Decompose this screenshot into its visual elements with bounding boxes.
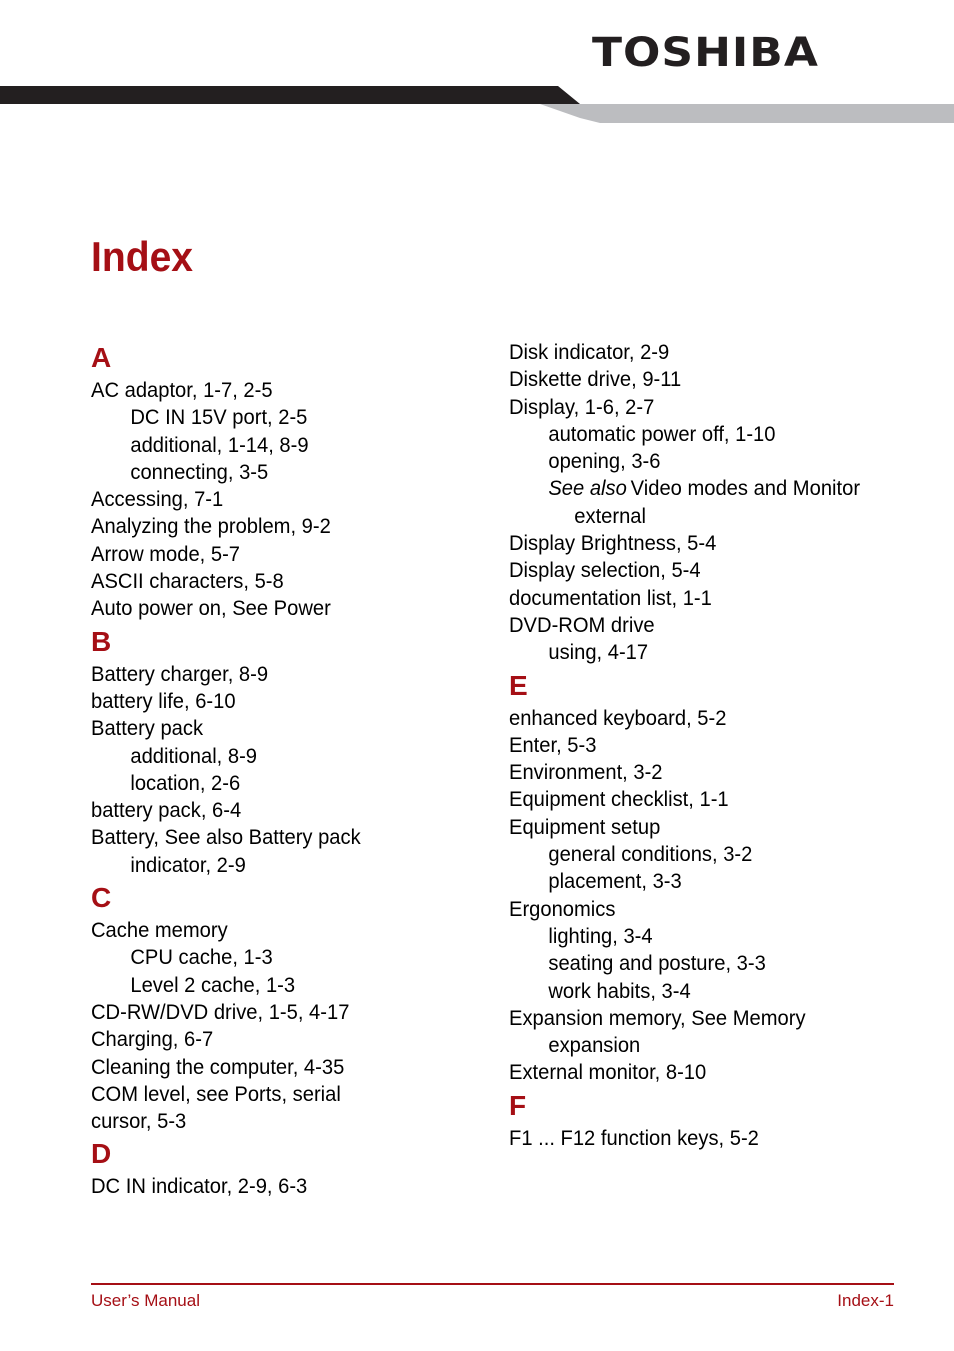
index-entry: using, 4-17: [548, 641, 649, 665]
index-entry: additional, 1-14, 8-9: [130, 433, 309, 457]
index-entry: F1 ... F12 function keys, 5-2: [509, 1126, 759, 1150]
index-entry: Enter, 5-3: [509, 733, 597, 757]
index-entry: documentation list, 1-1: [509, 586, 712, 610]
index-section: [91, 623, 471, 879]
header-band-light: [540, 104, 954, 123]
index-entry: indicator, 2-9: [130, 853, 246, 877]
index-section: [509, 667, 929, 1087]
index-entry: connecting, 3-5: [130, 460, 269, 484]
index-entry: AC adaptor, 1-7, 2-5: [91, 379, 273, 402]
index-entry: Battery, See also Battery pack: [91, 826, 361, 850]
index-entry: Analyzing the problem, 9-2: [91, 515, 331, 539]
index-entry: Cleaning the computer, 4-35: [91, 1055, 345, 1079]
index-section: [509, 339, 929, 667]
index-section: [91, 339, 471, 623]
index-entry: expansion: [548, 1034, 641, 1058]
index-entry: Charging, 6-7: [91, 1028, 214, 1052]
see-also-label: See also: [548, 477, 627, 501]
index-entry: automatic power off, 1-10: [548, 422, 776, 446]
index-entry: CD-RW/DVD drive, 1-5, 4-17: [91, 1000, 350, 1024]
index-entry: ASCII characters, 5-8: [91, 570, 284, 594]
index-entry: external: [574, 504, 647, 528]
index-entry: DC IN indicator, 2-9, 6-3: [91, 1175, 308, 1199]
section-letter: B: [91, 625, 112, 657]
section-letter: F: [509, 1089, 527, 1121]
index-section: [91, 879, 471, 1135]
index-entry: lighting, 3-4: [548, 924, 653, 948]
index-entry: Arrow mode, 5-7: [91, 542, 241, 566]
footer-manual-title: User’s Manual: [91, 1291, 200, 1310]
index-entry: Equipment setup: [509, 815, 661, 839]
index-entry: seating and posture, 3-3: [548, 952, 766, 976]
index-entry: general conditions, 3-2: [548, 843, 753, 867]
index-entry: additional, 8-9: [130, 744, 258, 768]
index-entry: Cache memory: [91, 919, 228, 943]
index-entry: CPU cache, 1-3: [130, 946, 273, 970]
index-entry: location, 2-6: [130, 771, 241, 795]
index-section: [91, 1135, 471, 1200]
index-entry: battery pack, 6-4: [91, 799, 242, 823]
index-entry: [509, 475, 912, 502]
index-entry: DC IN 15V port, 2-5: [130, 406, 308, 430]
index-entry: Display, 1-6, 2-7: [509, 395, 655, 419]
index-section: [509, 1087, 929, 1152]
toshiba-logo: TOSHIBA: [592, 29, 819, 77]
footer-page-number: Index-1: [837, 1291, 894, 1310]
footer-rule: [91, 1283, 894, 1285]
index-entry: Accessing, 7-1: [91, 488, 224, 512]
index-entry: placement, 3-3: [548, 870, 682, 894]
index-entry: Ergonomics: [509, 897, 616, 921]
index-entry: Battery pack: [91, 717, 204, 741]
index-entry: Diskette drive, 9-11: [509, 368, 682, 392]
section-letter: D: [91, 1138, 112, 1170]
index-entry: cursor, 5-3: [91, 1110, 187, 1134]
index-entry: Display selection, 5-4: [509, 559, 701, 583]
page-title: Index: [91, 233, 194, 280]
section-letter: E: [509, 669, 528, 701]
index-entry: Auto power on, See Power: [91, 597, 331, 621]
index-entry: Battery charger, 8-9: [91, 662, 269, 686]
header-band-dark: [0, 86, 580, 104]
index-entry: opening, 3-6: [548, 450, 661, 474]
index-entry: Level 2 cache, 1-3: [130, 973, 296, 997]
index-entry: enhanced keyboard, 5-2: [509, 706, 727, 730]
section-letter: C: [91, 882, 112, 914]
header-band: [0, 84, 954, 126]
index-entry: battery life, 6-10: [91, 689, 236, 713]
index-entry: Disk indicator, 2-9: [509, 341, 670, 364]
index-entry-text: Video modes and Monitor: [630, 477, 861, 501]
index-entry: External monitor, 8-10: [509, 1061, 707, 1085]
index-column-left: [91, 339, 471, 1201]
index-entry: COM level, see Ports, serial: [91, 1082, 341, 1106]
index-entry: DVD-ROM drive: [509, 613, 655, 637]
index-entry: work habits, 3-4: [548, 979, 691, 1003]
index-entry: Expansion memory, See Memory: [509, 1006, 806, 1030]
section-letter: A: [91, 342, 112, 373]
index-column-right: [509, 339, 929, 1152]
index-entry: Equipment checklist, 1-1: [509, 788, 729, 812]
index-entry: Display Brightness, 5-4: [509, 532, 717, 556]
index-entry: Environment, 3-2: [509, 761, 663, 785]
